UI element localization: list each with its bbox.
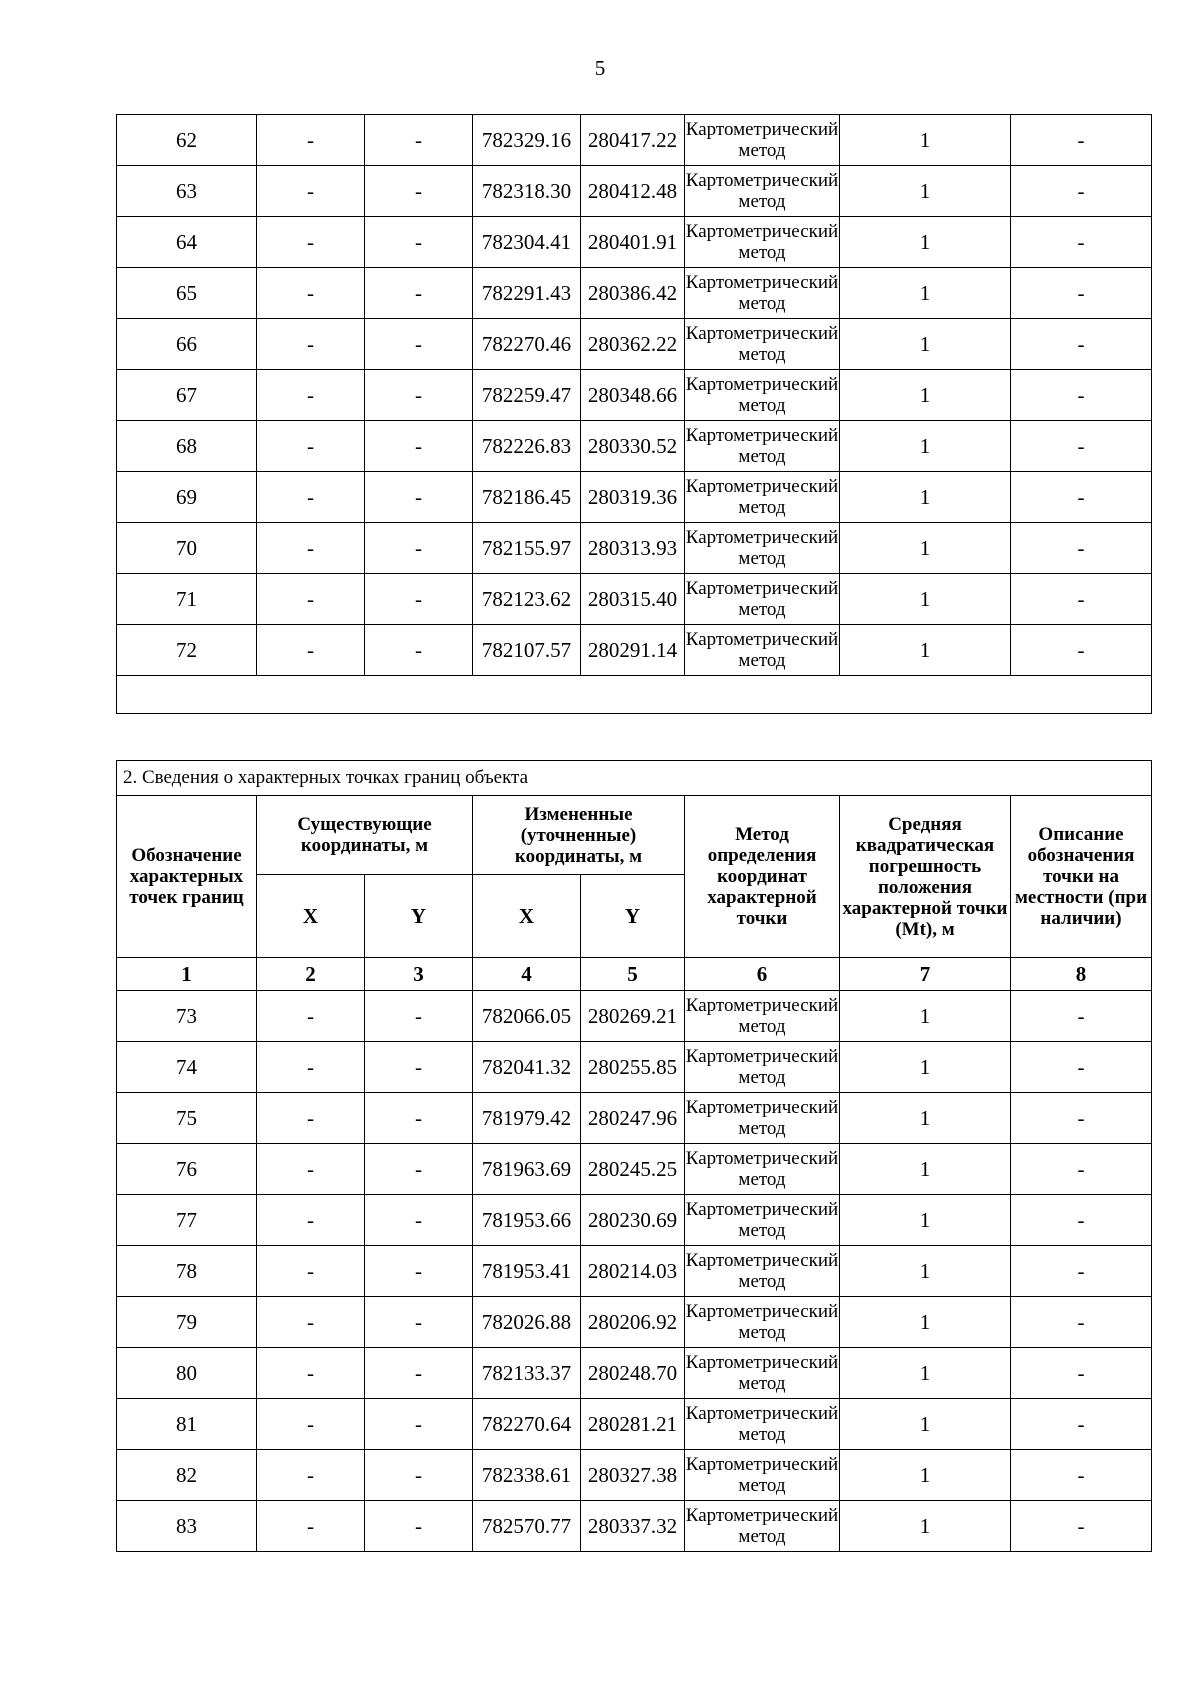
header-mean-error: Средняя квадратическая погрешность положения характерной точки (Mt), м: [840, 796, 1011, 958]
existing-y-cell: -: [365, 319, 473, 370]
changed-x-cell: 782338.61: [473, 1450, 581, 1501]
changed-y-cell: 280319.36: [581, 472, 685, 523]
header-point-designation: Обозначение характерных точек границ: [117, 796, 257, 958]
existing-y-cell: -: [365, 1144, 473, 1195]
point-number-cell: 82: [117, 1450, 257, 1501]
changed-y-cell: 280337.32: [581, 1501, 685, 1552]
point-number-cell: 71: [117, 574, 257, 625]
description-cell: -: [1011, 217, 1152, 268]
existing-y-cell: -: [365, 1348, 473, 1399]
method-cell: Картометрический метод: [685, 1399, 840, 1450]
description-cell: -: [1011, 421, 1152, 472]
point-number-cell: 69: [117, 472, 257, 523]
description-cell: -: [1011, 1501, 1152, 1552]
existing-x-cell: -: [257, 991, 365, 1042]
page-number: 5: [594, 56, 606, 80]
header-existing-y: Y: [365, 875, 473, 958]
method-cell: Картометрический метод: [685, 1093, 840, 1144]
empty-cell: [117, 676, 1152, 714]
changed-y-cell: 280230.69: [581, 1195, 685, 1246]
table-caption-row: [117, 761, 1152, 796]
description-cell: -: [1011, 1399, 1152, 1450]
point-number-cell: 73: [117, 991, 257, 1042]
method-cell: Картометрический метод: [685, 1042, 840, 1093]
boundary-points-table: [116, 760, 1152, 1552]
changed-x-cell: 782318.30: [473, 166, 581, 217]
changed-x-cell: 782026.88: [473, 1297, 581, 1348]
description-cell: -: [1011, 1144, 1152, 1195]
changed-x-cell: 782123.62: [473, 574, 581, 625]
mean-error-cell: 1: [840, 574, 1011, 625]
table-row: [117, 991, 1152, 1042]
existing-y-cell: -: [365, 1399, 473, 1450]
description-cell: -: [1011, 574, 1152, 625]
table-row: [117, 1297, 1152, 1348]
point-number-cell: 80: [117, 1348, 257, 1399]
method-cell: Картометрический метод: [685, 217, 840, 268]
changed-y-cell: 280315.40: [581, 574, 685, 625]
description-cell: -: [1011, 370, 1152, 421]
changed-x-cell: 782270.64: [473, 1399, 581, 1450]
method-cell: Картометрический метод: [685, 991, 840, 1042]
existing-x-cell: -: [257, 1246, 365, 1297]
mean-error-cell: 1: [840, 1501, 1011, 1552]
existing-y-cell: -: [365, 991, 473, 1042]
table1-body: [117, 115, 1152, 676]
changed-x-cell: 782259.47: [473, 370, 581, 421]
changed-y-cell: 280247.96: [581, 1093, 685, 1144]
method-cell: Картометрический метод: [685, 1501, 840, 1552]
existing-x-cell: -: [257, 370, 365, 421]
point-number-cell: 66: [117, 319, 257, 370]
header-changed-coordinates: Измененные (уточненные) координаты, м: [473, 796, 685, 875]
mean-error-cell: 1: [840, 1144, 1011, 1195]
existing-x-cell: -: [257, 1348, 365, 1399]
existing-x-cell: -: [257, 1297, 365, 1348]
existing-x-cell: -: [257, 319, 365, 370]
mean-error-cell: 1: [840, 523, 1011, 574]
mean-error-cell: 1: [840, 217, 1011, 268]
existing-x-cell: -: [257, 574, 365, 625]
changed-y-cell: 280214.03: [581, 1246, 685, 1297]
table-row: [117, 523, 1152, 574]
mean-error-cell: 1: [840, 268, 1011, 319]
boundary-points-table-continued: [116, 114, 1152, 714]
changed-y-cell: 280245.25: [581, 1144, 685, 1195]
column-number: 2: [257, 958, 365, 991]
table-row: [117, 1195, 1152, 1246]
existing-y-cell: -: [365, 1042, 473, 1093]
point-number-cell: 83: [117, 1501, 257, 1552]
changed-y-cell: 280348.66: [581, 370, 685, 421]
existing-y-cell: -: [365, 1093, 473, 1144]
table-row: [117, 1093, 1152, 1144]
existing-x-cell: -: [257, 1450, 365, 1501]
table-caption: 2. Сведения о характерных точках границ объекта: [117, 761, 1152, 796]
existing-x-cell: -: [257, 115, 365, 166]
changed-x-cell: 782570.77: [473, 1501, 581, 1552]
existing-y-cell: -: [365, 1297, 473, 1348]
mean-error-cell: 1: [840, 370, 1011, 421]
table-row: [117, 1450, 1152, 1501]
mean-error-cell: 1: [840, 1093, 1011, 1144]
point-number-cell: 74: [117, 1042, 257, 1093]
method-cell: Картометрический метод: [685, 1195, 840, 1246]
existing-y-cell: -: [365, 1195, 473, 1246]
column-number: 8: [1011, 958, 1152, 991]
header-existing-x: X: [257, 875, 365, 958]
changed-y-cell: 280362.22: [581, 319, 685, 370]
changed-x-cell: 782291.43: [473, 268, 581, 319]
description-cell: -: [1011, 472, 1152, 523]
changed-y-cell: 280281.21: [581, 1399, 685, 1450]
changed-y-cell: 280412.48: [581, 166, 685, 217]
point-number-cell: 64: [117, 217, 257, 268]
table-row: [117, 1042, 1152, 1093]
existing-y-cell: -: [365, 1450, 473, 1501]
existing-x-cell: -: [257, 217, 365, 268]
method-cell: Картометрический метод: [685, 472, 840, 523]
mean-error-cell: 1: [840, 1450, 1011, 1501]
table-row: [117, 217, 1152, 268]
method-cell: Картометрический метод: [685, 166, 840, 217]
mean-error-cell: 1: [840, 472, 1011, 523]
changed-x-cell: 782186.45: [473, 472, 581, 523]
changed-y-cell: 280386.42: [581, 268, 685, 319]
column-number: 7: [840, 958, 1011, 991]
changed-y-cell: 280313.93: [581, 523, 685, 574]
changed-y-cell: 280291.14: [581, 625, 685, 676]
existing-y-cell: -: [365, 472, 473, 523]
mean-error-cell: 1: [840, 625, 1011, 676]
mean-error-cell: 1: [840, 421, 1011, 472]
point-number-cell: 81: [117, 1399, 257, 1450]
existing-x-cell: -: [257, 1093, 365, 1144]
column-number: 1: [117, 958, 257, 991]
table-row: [117, 370, 1152, 421]
changed-x-cell: 782107.57: [473, 625, 581, 676]
table-row: [117, 319, 1152, 370]
description-cell: -: [1011, 115, 1152, 166]
mean-error-cell: 1: [840, 1195, 1011, 1246]
table-row: [117, 1144, 1152, 1195]
method-cell: Картометрический метод: [685, 268, 840, 319]
header-method: Метод определения координат характерной точки: [685, 796, 840, 958]
table-row: [117, 1501, 1152, 1552]
method-cell: Картометрический метод: [685, 421, 840, 472]
mean-error-cell: 1: [840, 1297, 1011, 1348]
mean-error-cell: 1: [840, 1246, 1011, 1297]
point-number-cell: 78: [117, 1246, 257, 1297]
changed-x-cell: 782329.16: [473, 115, 581, 166]
description-cell: -: [1011, 1246, 1152, 1297]
method-cell: Картометрический метод: [685, 319, 840, 370]
point-number-cell: 77: [117, 1195, 257, 1246]
existing-y-cell: -: [365, 217, 473, 268]
changed-x-cell: 782270.46: [473, 319, 581, 370]
existing-y-cell: -: [365, 370, 473, 421]
mean-error-cell: 1: [840, 1399, 1011, 1450]
column-number: 5: [581, 958, 685, 991]
point-number-cell: 70: [117, 523, 257, 574]
point-number-cell: 76: [117, 1144, 257, 1195]
existing-x-cell: -: [257, 523, 365, 574]
column-number: 6: [685, 958, 840, 991]
mean-error-cell: 1: [840, 1348, 1011, 1399]
existing-x-cell: -: [257, 1195, 365, 1246]
point-number-cell: 67: [117, 370, 257, 421]
mean-error-cell: 1: [840, 166, 1011, 217]
description-cell: -: [1011, 319, 1152, 370]
changed-y-cell: 280327.38: [581, 1450, 685, 1501]
changed-y-cell: 280330.52: [581, 421, 685, 472]
description-cell: -: [1011, 1093, 1152, 1144]
header-changed-y: Y: [581, 875, 685, 958]
description-cell: -: [1011, 1348, 1152, 1399]
method-cell: Картометрический метод: [685, 1348, 840, 1399]
description-cell: -: [1011, 1450, 1152, 1501]
existing-x-cell: -: [257, 1042, 365, 1093]
method-cell: Картометрический метод: [685, 370, 840, 421]
table-row: [117, 1399, 1152, 1450]
changed-x-cell: 782155.97: [473, 523, 581, 574]
column-number: 3: [365, 958, 473, 991]
changed-y-cell: 280417.22: [581, 115, 685, 166]
changed-x-cell: 782226.83: [473, 421, 581, 472]
existing-y-cell: -: [365, 166, 473, 217]
method-cell: Картометрический метод: [685, 625, 840, 676]
method-cell: Картометрический метод: [685, 523, 840, 574]
table-row: [117, 1246, 1152, 1297]
point-number-cell: 79: [117, 1297, 257, 1348]
changed-y-cell: 280269.21: [581, 991, 685, 1042]
existing-y-cell: -: [365, 115, 473, 166]
changed-x-cell: 781963.69: [473, 1144, 581, 1195]
existing-y-cell: -: [365, 523, 473, 574]
changed-y-cell: 280401.91: [581, 217, 685, 268]
column-number: 4: [473, 958, 581, 991]
existing-x-cell: -: [257, 1144, 365, 1195]
table-row: [117, 472, 1152, 523]
mean-error-cell: 1: [840, 991, 1011, 1042]
description-cell: -: [1011, 1297, 1152, 1348]
method-cell: Картометрический метод: [685, 115, 840, 166]
changed-x-cell: 782304.41: [473, 217, 581, 268]
existing-x-cell: -: [257, 1399, 365, 1450]
existing-y-cell: -: [365, 625, 473, 676]
description-cell: -: [1011, 268, 1152, 319]
mean-error-cell: 1: [840, 1042, 1011, 1093]
column-number-row: [117, 958, 1152, 991]
point-number-cell: 62: [117, 115, 257, 166]
changed-x-cell: 782133.37: [473, 1348, 581, 1399]
existing-x-cell: -: [257, 1501, 365, 1552]
table-row: [117, 625, 1152, 676]
existing-y-cell: -: [365, 1246, 473, 1297]
description-cell: -: [1011, 1195, 1152, 1246]
table1-empty-row: [117, 676, 1152, 714]
table-row: [117, 115, 1152, 166]
table-row: [117, 166, 1152, 217]
table2-body: [117, 991, 1152, 1552]
table-row: [117, 574, 1152, 625]
existing-y-cell: -: [365, 421, 473, 472]
description-cell: -: [1011, 625, 1152, 676]
point-number-cell: 75: [117, 1093, 257, 1144]
changed-x-cell: 781953.41: [473, 1246, 581, 1297]
changed-x-cell: 782041.32: [473, 1042, 581, 1093]
existing-y-cell: -: [365, 1501, 473, 1552]
method-cell: Картометрический метод: [685, 1246, 840, 1297]
existing-y-cell: -: [365, 574, 473, 625]
point-number-cell: 63: [117, 166, 257, 217]
description-cell: -: [1011, 166, 1152, 217]
description-cell: -: [1011, 523, 1152, 574]
existing-x-cell: -: [257, 421, 365, 472]
changed-y-cell: 280248.70: [581, 1348, 685, 1399]
changed-x-cell: 781953.66: [473, 1195, 581, 1246]
mean-error-cell: 1: [840, 115, 1011, 166]
changed-y-cell: 280206.92: [581, 1297, 685, 1348]
description-cell: -: [1011, 1042, 1152, 1093]
existing-x-cell: -: [257, 472, 365, 523]
description-cell: -: [1011, 991, 1152, 1042]
method-cell: Картометрический метод: [685, 1297, 840, 1348]
changed-y-cell: 280255.85: [581, 1042, 685, 1093]
existing-x-cell: -: [257, 625, 365, 676]
changed-x-cell: 782066.05: [473, 991, 581, 1042]
point-number-cell: 65: [117, 268, 257, 319]
method-cell: Картометрический метод: [685, 574, 840, 625]
header-changed-x: X: [473, 875, 581, 958]
mean-error-cell: 1: [840, 319, 1011, 370]
existing-x-cell: -: [257, 268, 365, 319]
existing-y-cell: -: [365, 268, 473, 319]
point-number-cell: 72: [117, 625, 257, 676]
header-existing-coordinates: Существующие координаты, м: [257, 796, 473, 875]
method-cell: Картометрический метод: [685, 1144, 840, 1195]
point-number-cell: 68: [117, 421, 257, 472]
header-row-top: [117, 796, 1152, 875]
table-row: [117, 1348, 1152, 1399]
method-cell: Картометрический метод: [685, 1450, 840, 1501]
table-row: [117, 268, 1152, 319]
header-description: Описание обозначения точки на местности (при наличии): [1011, 796, 1152, 958]
existing-x-cell: -: [257, 166, 365, 217]
changed-x-cell: 781979.42: [473, 1093, 581, 1144]
table-row: [117, 421, 1152, 472]
